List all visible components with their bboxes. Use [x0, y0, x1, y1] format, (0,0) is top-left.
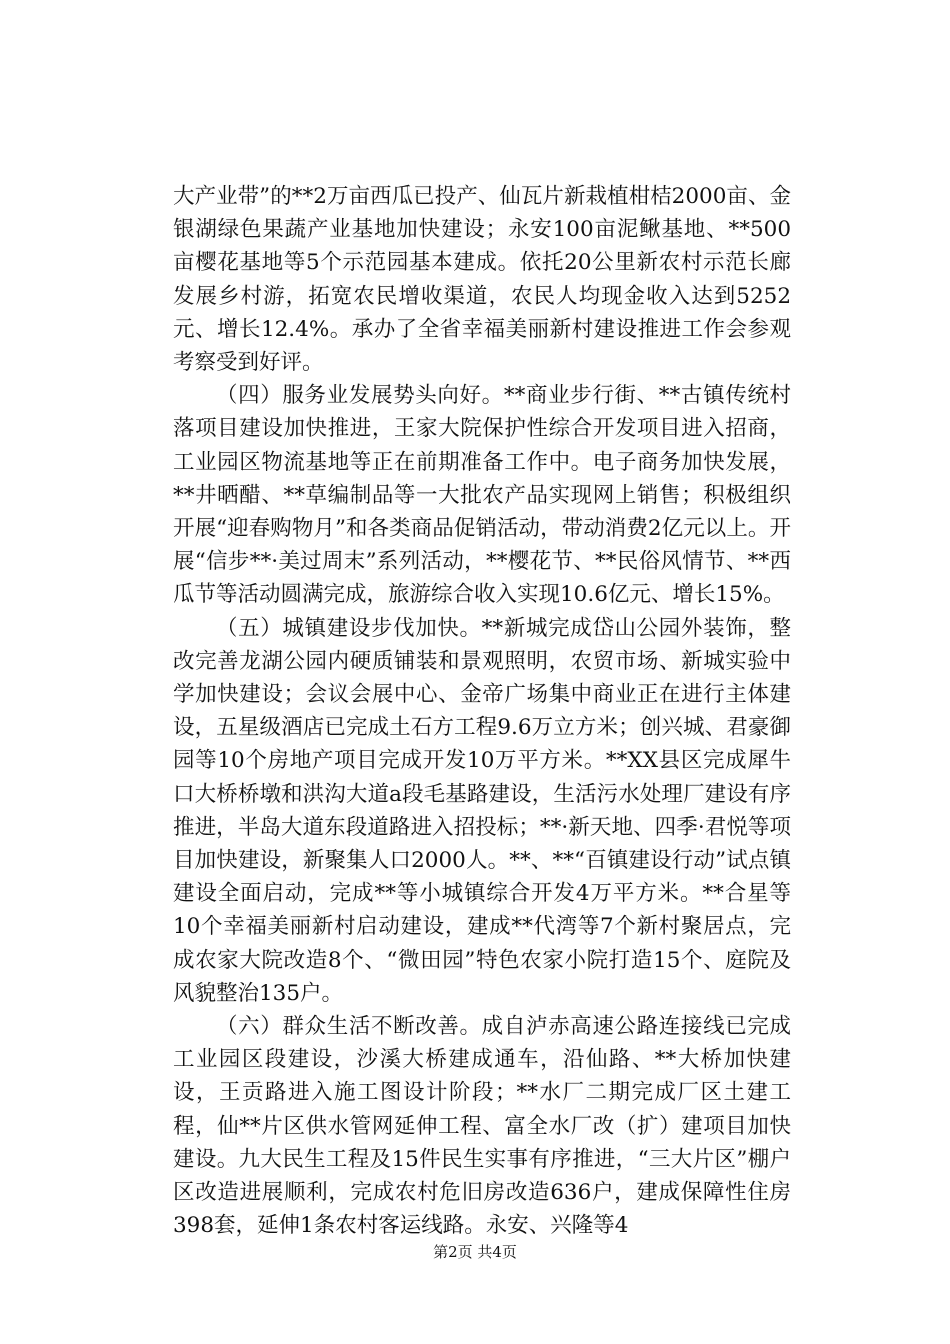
- paragraph-services: （四）服务业发展势头向好。**商业步行街、**古镇传统村落项目建设加快推进，王家大院保护性综合开发项目进入招商，工业园区物流基地等正在前期准备工作中。电子商务加快发展，**井晒醋、**草编制品等一大批农产品实现网上销售；积极组织开展“迎春购物月”和各类商品促销活动，带动消费2亿元以上。开展“信步**·美过周末”系列活动，**樱花节、**民俗风情节、**西瓜节等活动圆满完成，旅游综合收入实现10.6亿元、增长15%。: [173, 383, 791, 608]
- page-footer: 第2页 共4页: [433, 1243, 517, 1261]
- paragraph-livelihood: （六）群众生活不断改善。成自泸赤高速公路连接线已完成工业园区段建设，沙溪大桥建成通车，沿仙路、**大桥加快建设，王贡路进入施工图设计阶段；**水厂二期完成厂区土建工程，仙**片区供水管网延伸工程、富全水厂改（扩）建项目加快建设。九大民生工程及15件民生实事有序推进，“三大片区”棚户区改造进展顺利，完成农村危旧房改造636户，建成保障性住房398套，延伸1条农村客运线路。永安、兴隆等4: [173, 1014, 791, 1239]
- paragraph-urban-construction: （五）城镇建设步伐加快。**新城完成岱山公园外装饰，整改完善龙湖公园内硬质铺装和景观照明，农贸市场、新城实验中学加快建设；会议会展中心、金帝广场集中商业正在进行主体建设，五星级酒店已完成土石方工程9.6万立方米；创兴城、君豪御园等10个房地产项目完成开发10万平方米。**XX县区完成犀牛口大桥桥墩和洪沟大道a段毛基路建设，生活污水处理厂建设有序推进，半岛大道东段道路进入招投标；**·新天地、四季·君悦等项目加快建设，新聚集人口2000人。**、**“百镇建设行动”试点镇建设全面启动，完成**等小城镇综合开发4万平方米。**合星等10个幸福美丽新村启动建设，建成**代湾等7个新村聚居点，完成农家大院改造8个、“微田园”特色农家小院打造15个、庭院及风貌整治135户。: [173, 615, 791, 1006]
- document-body: [173, 180, 791, 1243]
- paragraph-agriculture: 大产业带”的**2万亩西瓜已投产、仙瓦片新栽植柑桔2000亩、金银湖绿色果蔬产业基地加快建设；永安100亩泥鳅基地、**500亩樱花基地等5个示范园基本建成。依托20公里新农村示范长廊发展乡村游，拓宽农民增收渠道，农民人均现金收入达到5252元、增长12.4%。承办了全省幸福美丽新村建设推进工作会参观考察受到好评。: [173, 184, 791, 376]
